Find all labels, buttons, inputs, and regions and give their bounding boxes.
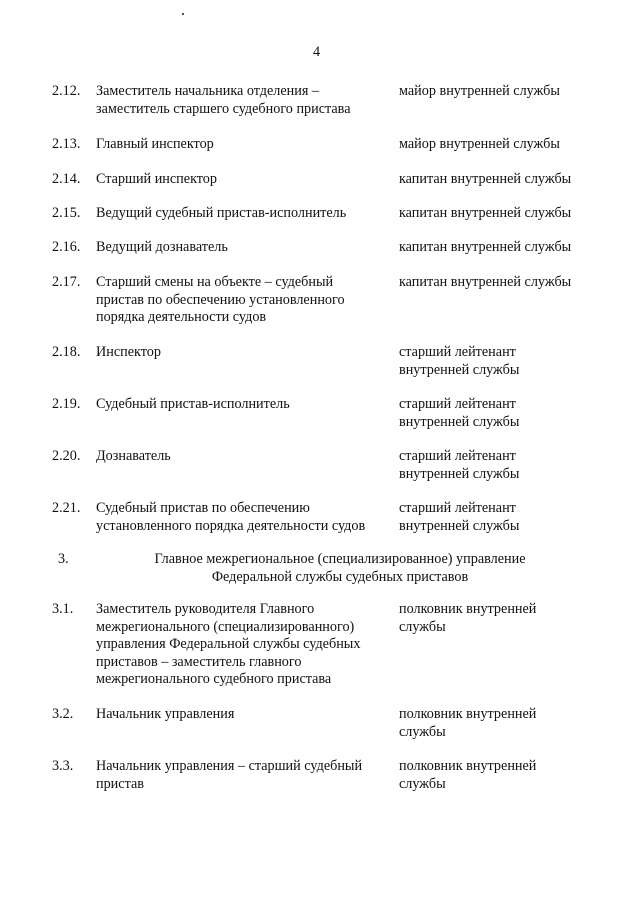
position-rank: майор внутренней службы [399,83,560,99]
position-title: Заместитель руководителя Главного межрегионального (специализированного) управления Федеральной службы судебных приставов – заместитель главного межрегионального судебного пристава [96,601,361,687]
position-rank: капитан внутренней службы [399,205,572,221]
position-number: 2.12. [52,83,81,99]
position-number: 2.15. [52,205,81,221]
section-heading: Главное межрегиональное (специализированное) управление Федеральной службы судебных приставов [154,551,526,585]
section-number: 3. [58,551,69,567]
position-title: Главный инспектор [96,136,214,152]
position-rank: полковник внутренней службы [399,601,537,635]
scan-speck [182,13,184,15]
position-number: 2.14. [52,171,81,187]
position-title: Ведущий дознаватель [96,239,228,255]
position-number: 2.17. [52,274,81,290]
position-number: 2.19. [52,396,81,412]
position-title: Начальник управления [96,706,235,722]
position-title: Заместитель начальника отделения – заместитель старшего судебного пристава [96,83,351,117]
position-title: Дознаватель [96,448,171,464]
position-title: Судебный пристав-исполнитель [96,396,290,412]
position-title: Старший смены на объекте – судебный пристав по обеспечению установленного порядка деятельности судов [96,274,345,325]
position-rank: старший лейтенант внутренней службы [399,396,520,430]
position-rank: капитан внутренней службы [399,274,572,290]
position-number: 2.13. [52,136,81,152]
position-rank: старший лейтенант внутренней службы [399,448,520,482]
page-number: 4 [313,44,321,60]
position-title: Инспектор [96,344,161,360]
position-rank: старший лейтенант внутренней службы [399,344,520,378]
position-rank: капитан внутренней службы [399,171,572,187]
position-rank: капитан внутренней службы [399,239,572,255]
position-number: 2.18. [52,344,81,360]
position-number: 2.21. [52,500,81,516]
position-title: Старший инспектор [96,171,217,187]
position-number: 3.1. [52,601,74,617]
position-title: Судебный пристав по обеспечению установленного порядка деятельности судов [96,500,366,534]
position-title: Ведущий судебный пристав-исполнитель [96,205,347,221]
position-number: 3.2. [52,706,74,722]
position-title: Начальник управления – старший судебный пристав [96,758,363,792]
position-rank: старший лейтенант внутренней службы [399,500,520,534]
position-number: 2.16. [52,239,81,255]
position-rank: майор внутренней службы [399,136,560,152]
position-rank: полковник внутренней службы [399,758,537,792]
position-number: 2.20. [52,448,81,464]
position-rank: полковник внутренней службы [399,706,537,740]
position-number: 3.3. [52,758,74,774]
